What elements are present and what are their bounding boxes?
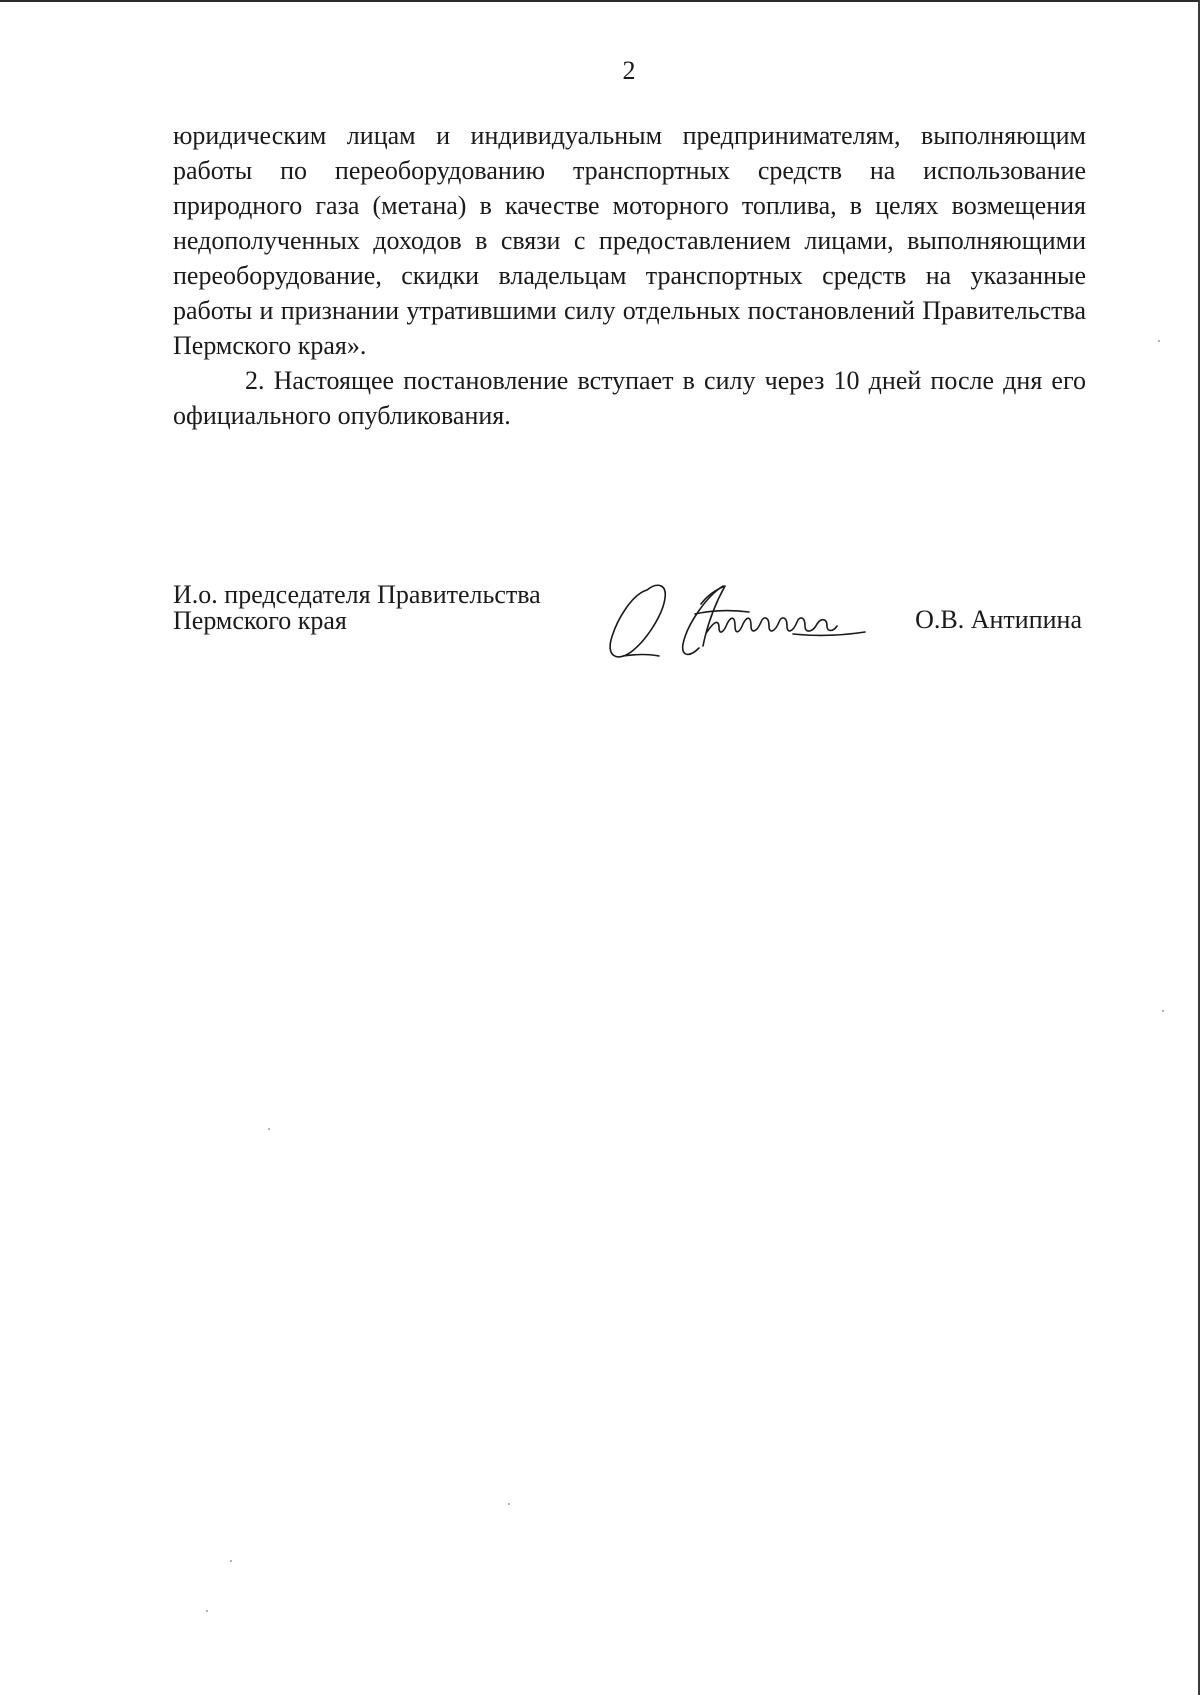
scan-speck (1158, 340, 1160, 342)
scan-speck (1162, 1010, 1164, 1012)
scan-speck (268, 1128, 270, 1130)
scan-speck (230, 1560, 232, 1562)
signatory-position-line-2: Пермского края (173, 606, 347, 635)
paragraph-effective-date: 2. Настоящее постановление вступает в силу через 10 дней после дня его официального опубликования. (173, 366, 1086, 430)
signatory-name: О.В. Антипина (915, 605, 1082, 634)
handwritten-signature (603, 574, 893, 666)
scan-speck (206, 1610, 208, 1612)
signatory-position (173, 582, 593, 634)
scan-speck (508, 1503, 510, 1505)
signatory-position-line-1: И.о. председателя Правительства (173, 580, 541, 609)
signature-block (173, 582, 1086, 662)
page-number: 2 (622, 56, 636, 85)
document-body (173, 118, 1086, 433)
scan-border-top (0, 0, 1200, 2)
paragraph-continuation: юридическим лицам и индивидуальным предпринимателям, выполняющим работы по переоборудованию транспортных средств на использование природного газа (метана) в качестве моторного топлива, в целях возмещения недополученных доходов в связи с предоставлением лицами, выполняющими переоборудование, скидки владельцам транспортных средств на указанные работы и признании утратившими силу отдельных постановлений Правительства Пермского края». (173, 121, 1086, 360)
